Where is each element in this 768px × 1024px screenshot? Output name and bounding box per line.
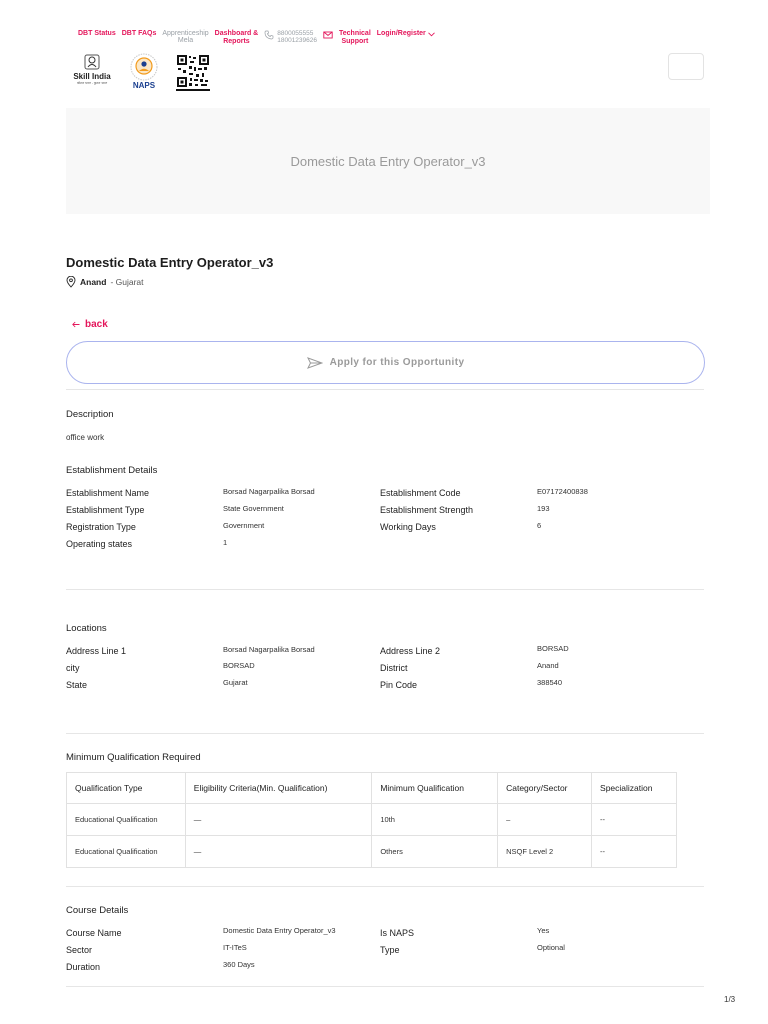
working-days-key: Working Days <box>380 522 436 532</box>
table-cell: -- <box>592 836 677 868</box>
state-value: Gujarat <box>223 678 248 687</box>
establishment-name-value: Borsad Nagarpalika Borsad <box>223 487 315 496</box>
table-header-cell: Category/Sector <box>498 773 592 804</box>
table-cell: NSQF Level 2 <box>498 836 592 868</box>
skill-india-label: Skill India <box>73 72 111 81</box>
login-register-label: Login/Register <box>376 30 426 37</box>
naps-label: NAPS <box>132 81 156 90</box>
phone-icon <box>264 30 274 40</box>
table-cell: — <box>185 836 372 868</box>
table-header-cell: Minimum Qualification <box>372 773 498 804</box>
establishment-strength-key: Establishment Strength <box>380 505 474 515</box>
chevron-down-icon <box>428 32 435 37</box>
course-name-value: Domestic Data Entry Operator_v3 <box>223 926 336 935</box>
establishment-code-key: Establishment Code <box>380 488 461 498</box>
nav-login-register[interactable] <box>377 30 435 38</box>
operating-states-key: Operating states <box>66 539 133 549</box>
table-row <box>67 804 677 836</box>
top-nav <box>78 30 435 48</box>
back-label: back <box>85 319 108 330</box>
duration-key: Duration <box>66 962 101 972</box>
sector-key: Sector <box>66 945 93 955</box>
apply-button-label: Apply for this Opportunity <box>329 357 465 368</box>
job-state: - Gujarat <box>110 277 144 287</box>
registration-type-key: Registration Type <box>66 522 136 532</box>
table-header-cell: Eligibility Criteria(Min. Qualification) <box>185 773 372 804</box>
location-pin-icon <box>66 276 76 288</box>
skill-india-emblem-icon <box>83 53 101 71</box>
description-title: Description <box>66 409 114 420</box>
logo-row <box>72 52 210 94</box>
nav-apprenticeship-mela-line2: Mela <box>177 37 194 44</box>
nav-dashboard-line2: Reports <box>223 38 250 45</box>
table-header-cell: Qualification Type <box>67 773 186 804</box>
nav-dbt-faqs[interactable]: DBT FAQs <box>121 30 157 37</box>
type-value: Optional <box>537 943 565 952</box>
establishment-code-value: E07172400838 <box>537 487 588 496</box>
qualification-title: Minimum Qualification Required <box>66 752 201 763</box>
qualification-table <box>66 772 677 868</box>
establishment-name-key: Establishment Name <box>66 488 150 498</box>
page-number: 1/3 <box>724 995 736 1004</box>
establishment-strength-value: 193 <box>537 504 550 513</box>
divider <box>66 589 704 590</box>
mail-icon[interactable] <box>323 30 333 40</box>
pin-code-value: 388540 <box>537 678 563 687</box>
working-days-value: 6 <box>537 521 542 530</box>
description-text: office work <box>66 433 105 442</box>
naps-logo[interactable] <box>126 52 162 94</box>
locations-title: Locations <box>66 623 107 634</box>
nav-technical-support-line1: Technical <box>339 30 371 37</box>
arrow-left-icon <box>72 321 80 328</box>
operating-states-value: 1 <box>223 538 228 547</box>
job-city: Anand <box>80 277 107 287</box>
pin-code-key: Pin Code <box>380 680 418 690</box>
establishment-type-value: State Government <box>223 504 284 513</box>
banner <box>66 108 710 214</box>
sector-value: IT-ITeS <box>223 943 247 952</box>
skill-india-logo[interactable] <box>72 53 112 93</box>
job-location <box>66 276 144 288</box>
phone-number-1: 8800055555 <box>277 30 314 37</box>
address-line-1-value: Borsad Nagarpalika Borsad <box>223 645 315 654</box>
nav-technical-support-line2: Support <box>341 38 369 45</box>
district-key: District <box>380 663 408 673</box>
nav-dashboard-line1: Dashboard & <box>214 30 259 37</box>
address-line-2-value: BORSAD <box>537 644 569 653</box>
table-cell: 10th <box>372 804 498 836</box>
district-value: Anand <box>537 661 559 670</box>
phone-number-2: 18001239626 <box>277 37 317 44</box>
naps-emblem-icon <box>129 52 159 82</box>
table-cell: Educational Qualification <box>67 804 186 836</box>
type-key: Type <box>380 945 400 955</box>
table-row <box>67 836 677 868</box>
city-key: city <box>66 663 80 673</box>
course-title: Course Details <box>66 905 129 916</box>
divider <box>66 389 704 390</box>
nav-phone[interactable] <box>264 30 317 44</box>
table-header-cell: Specialization <box>592 773 677 804</box>
is-naps-key: Is NAPS <box>380 928 415 938</box>
table-cell: Others <box>372 836 498 868</box>
banner-title: Domestic Data Entry Operator_v3 <box>290 153 486 169</box>
menu-button[interactable] <box>668 53 704 80</box>
state-key: State <box>66 680 88 690</box>
divider <box>66 886 704 887</box>
divider <box>66 733 704 734</box>
city-value: BORSAD <box>223 661 255 670</box>
table-cell: – <box>498 804 592 836</box>
nav-apprenticeship-mela[interactable] <box>162 30 208 44</box>
establishment-type-key: Establishment Type <box>66 505 145 515</box>
is-naps-value: Yes <box>537 926 550 935</box>
nav-dashboard-reports[interactable] <box>215 30 259 46</box>
nav-apprenticeship-mela-line1: Apprenticeship <box>162 30 209 37</box>
send-icon <box>307 357 323 369</box>
address-line-2-key: Address Line 2 <box>380 646 441 656</box>
page-title: Domestic Data Entry Operator_v3 <box>66 255 274 270</box>
registration-type-value: Government <box>223 521 265 530</box>
nav-technical-support[interactable] <box>339 30 371 46</box>
divider <box>66 986 704 987</box>
duration-value: 360 Days <box>223 960 255 969</box>
table-cell: — <box>185 804 372 836</box>
table-header-row <box>67 773 677 804</box>
establishment-title: Establishment Details <box>66 465 158 476</box>
course-name-key: Course Name <box>66 928 122 938</box>
qr-code-icon <box>176 54 210 92</box>
back-link[interactable] <box>72 319 108 330</box>
table-cell: -- <box>592 804 677 836</box>
apply-button[interactable] <box>66 341 705 384</box>
table-cell: Educational Qualification <box>67 836 186 868</box>
skill-india-tagline: कौशल भारत - कुशल भारत <box>76 81 108 85</box>
nav-dbt-status[interactable]: DBT Status <box>78 30 116 37</box>
address-line-1-key: Address Line 1 <box>66 646 127 656</box>
